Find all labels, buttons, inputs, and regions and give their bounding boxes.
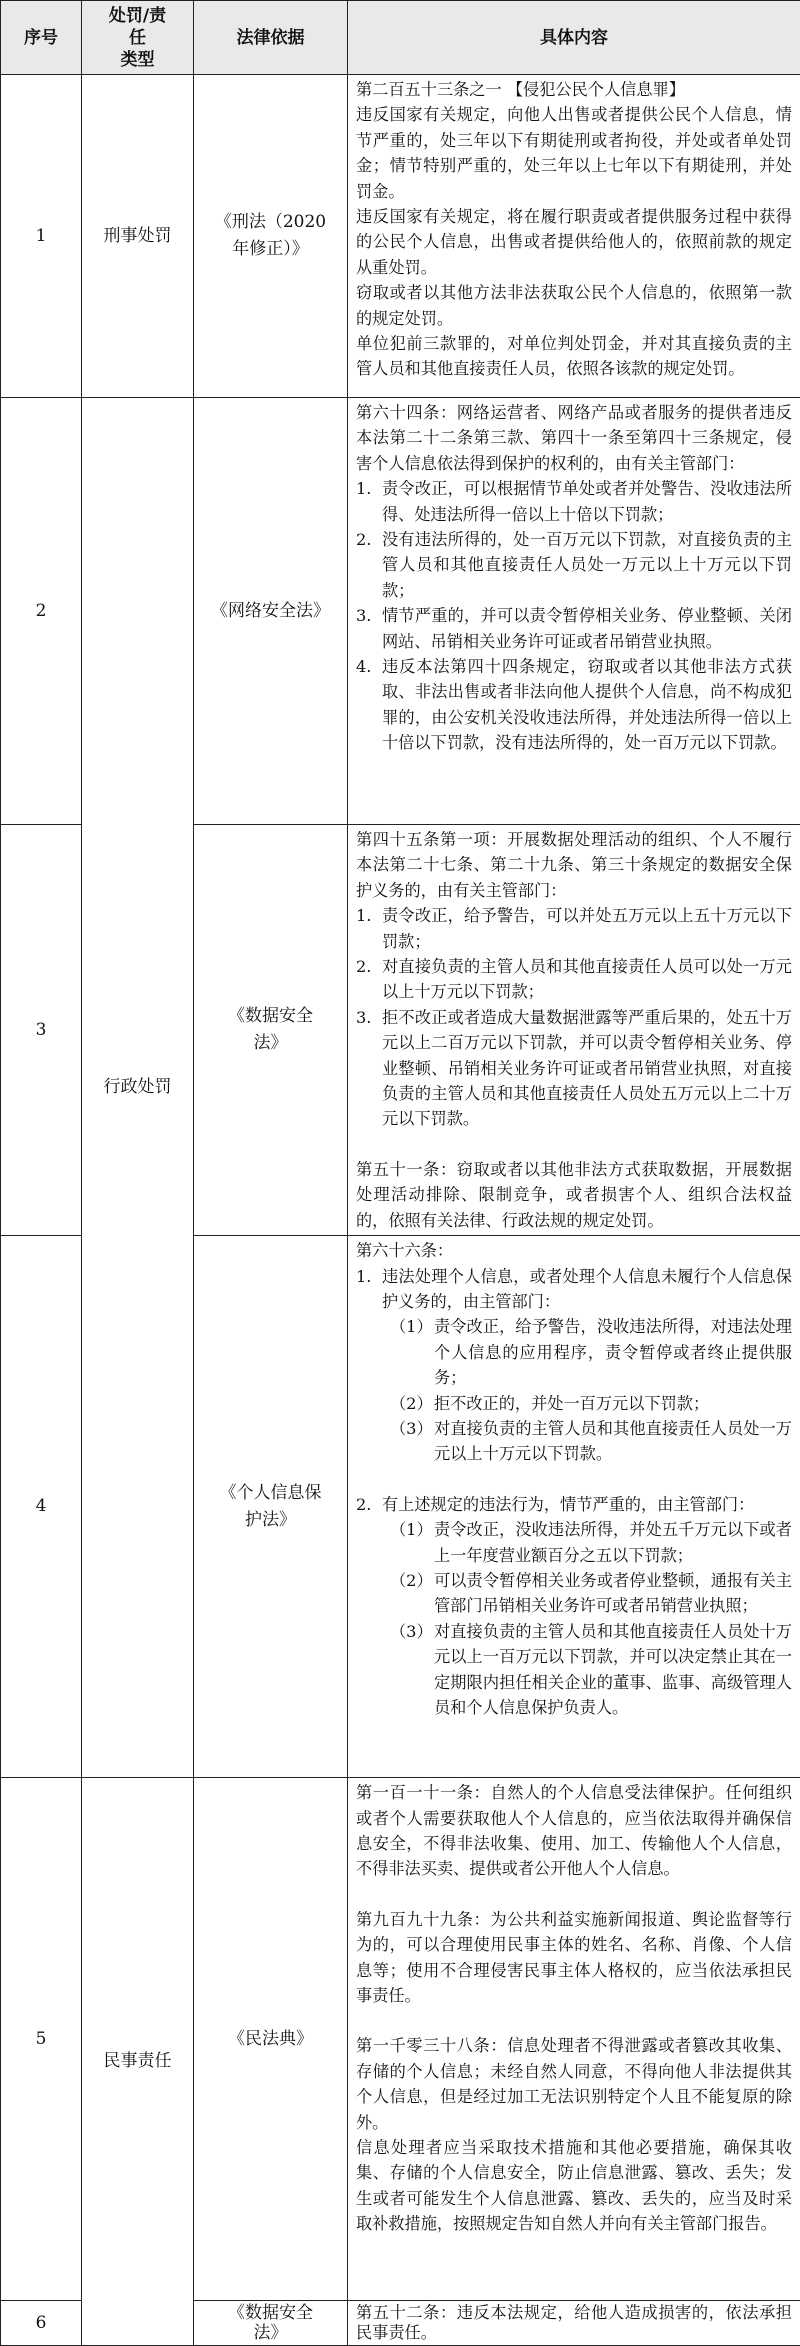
row-5-para-1: 第一百一十一条：自然人的个人信息受法律保护。任何组织或者个人需要获取他人个人信息的，应当依法取得并确保信息安全，不得非法收集、使用、加工、传输他人个人信息，不得非法买卖、提供或者公开他人个人信息。	[356, 1780, 792, 1882]
row-3-law-line-2: 法》	[204, 1030, 337, 1057]
row-5-no: 5	[1, 1778, 82, 2301]
row-4-law-line-2: 护法》	[204, 1507, 337, 1534]
header-type	[82, 1, 194, 75]
row-2-item-4: 4. 违反本法第四十四条规定，窃取或者以其他非法方式获取、非法出售或者非法向他人提供个人信息，尚不构成犯罪的，由公安机关没收违法所得，并处违法所得一倍以上十倍以下罚款，没有违法所得的，处一百万元以下罚款。	[356, 654, 792, 756]
row-2-no: 2	[1, 398, 82, 825]
row-5-6-type: 民事责任	[82, 1778, 194, 2346]
row-1-type: 刑事处罚	[82, 75, 194, 398]
row-3-item-1: 1. 责令改正，给予警告，可以并处五万元以上五十万元以下罚款；	[356, 903, 792, 954]
header-type-line-1: 处罚/责	[82, 5, 193, 27]
row-6-law-line-1: 《数据安全	[204, 2303, 337, 2323]
row-4-item-2: 2. 有上述规定的违法行为，情节严重的，由主管部门：	[356, 1492, 792, 1517]
row-1-para-2: 违反国家有关规定，向他人出售或者提供公民个人信息，情节严重的，处三年以下有期徒刑或者拘役，并处或者单处罚金；情节特别严重的，处三年以上七年以下有期徒刑，并处罚金。	[356, 102, 792, 204]
row-2-law: 《网络安全法》	[194, 398, 348, 825]
header-type-line-3: 类型	[82, 49, 193, 71]
row-4-law-line-1: 《个人信息保	[204, 1480, 337, 1507]
row-4-sub-1-3: （3） 对直接负责的主管人员和其他直接责任人员处一万元以上十万元以下罚款。	[356, 1416, 792, 1467]
row-4-intro: 第六十六条：	[356, 1238, 792, 1263]
row-4-sub-2-3: （3） 对直接负责的主管人员和其他直接责任人员处十万元以上一百万元以下罚款，并可以决定禁止其在一定期限内担任相关企业的董事、监事、高级管理人员和个人信息保护负责人。	[356, 1619, 792, 1721]
table-row	[1, 398, 800, 825]
row-6-no: 6	[1, 2301, 82, 2346]
row-4-sub-2-2: （2） 可以责令暂停相关业务或者停业整顿，通报有关主管部门吊销相关业务许可或者吊销营业执照；	[356, 1568, 792, 1619]
row-1-law-line-1: 《刑法（2020	[204, 209, 337, 236]
table-row	[1, 75, 800, 398]
row-1-para-5: 单位犯前三款罪的，对单位判处罚金，并对其直接负责的主管人员和其他直接责任人员，依照各该款的规定处罚。	[356, 331, 792, 382]
row-6-content	[348, 2301, 800, 2346]
row-4-sub-1-2: （2） 拒不改正的，并处一百万元以下罚款；	[356, 1391, 792, 1416]
row-2-intro: 第六十四条：网络运营者、网络产品或者服务的提供者违反本法第二十二条第三款、第四十一条至第四十三条规定，侵害个人信息依法得到保护的权利的，由有关主管部门：	[356, 400, 792, 476]
table-row	[1, 1778, 800, 2301]
row-5-content	[348, 1778, 800, 2301]
row-5-law: 《民法典》	[194, 1778, 348, 2301]
row-3-law-line-1: 《数据安全	[204, 1003, 337, 1030]
row-2-item-3: 3. 情节严重的，并可以责令暂停相关业务、停业整顿、关闭网站、吊销相关业务许可证或者吊销营业执照。	[356, 603, 792, 654]
row-3-intro: 第四十五条第一项：开展数据处理活动的组织、个人不履行本法第二十七条、第二十九条、第三十条规定的数据安全保护义务的，由有关主管部门：	[356, 827, 792, 903]
row-3-no: 3	[1, 825, 82, 1236]
row-3-content	[348, 825, 800, 1236]
row-1-para-3: 违反国家有关规定，将在履行职责或者提供服务过程中获得的公民个人信息，出售或者提供给他人的，依照前款的规定从重处罚。	[356, 204, 792, 280]
header-content: 具体内容	[348, 1, 800, 75]
row-5-para-2: 第九百九十九条：为公共利益实施新闻报道、舆论监督等行为的，可以合理使用民事主体的姓名、名称、肖像、个人信息等；使用不合理侵害民事主体人格权的，应当依法承担民事责任。	[356, 1907, 792, 2009]
row-3-item-3: 3. 拒不改正或者造成大量数据泄露等严重后果的，处五十万元以上二百万元以下罚款，并可以责令暂停相关业务、停业整顿、吊销相关业务许可证或者吊销营业执照，对直接负责的主管人员和其他直接责任人员处五万元以上二十万元以下罚款。	[356, 1005, 792, 1132]
row-5-para-3: 第一千零三十八条：信息处理者不得泄露或者篡改其收集、存储的个人信息；未经自然人同意，不得向他人非法提供其个人信息，但是经过加工无法识别特定个人且不能复原的除外。	[356, 2033, 792, 2135]
row-6-law	[194, 2301, 348, 2346]
row-5-para-4: 信息处理者应当采取技术措施和其他必要措施，确保其收集、存储的个人信息安全，防止信息泄露、篡改、丢失；发生或者可能发生个人信息泄露、篡改、丢失的，应当及时采取补救措施，按照规定告知自然人并向有关主管部门报告。	[356, 2135, 792, 2237]
row-6-para-1: 第五十二条：违反本法规定，给他人造成损害的，依法承担民事责任。	[356, 2303, 792, 2343]
row-1-para-4: 窃取或者以其他方法非法获取公民个人信息的，依照第一款的规定处罚。	[356, 280, 792, 331]
row-2-item-1: 1. 责令改正，可以根据情节单处或者并处警告、没收违法所得、处违法所得一倍以上十倍以下罚款；	[356, 476, 792, 527]
row-1-para-1: 第二百五十三条之一 【侵犯公民个人信息罪】	[356, 77, 792, 102]
row-3-item-2: 2. 对直接负责的主管人员和其他直接责任人员可以处一万元以上十万元以下罚款；	[356, 954, 792, 1005]
row-4-sub-1-1: （1） 责令改正，给予警告，没收违法所得，对违法处理个人信息的应用程序，责令暂停或者终止提供服务；	[356, 1314, 792, 1390]
header-law: 法律依据	[194, 1, 348, 75]
row-2-item-2: 2. 没有违法所得的，处一百万元以下罚款，对直接负责的主管人员和其他直接责任人员处一万元以上十万元以下罚款；	[356, 527, 792, 603]
row-4-law	[194, 1236, 348, 1778]
row-4-item-1: 1. 违法处理个人信息，或者处理个人信息未履行个人信息保护义务的，由主管部门：	[356, 1264, 792, 1315]
row-1-law	[194, 75, 348, 398]
row-2-4-type: 行政处罚	[82, 398, 194, 1778]
row-1-content	[348, 75, 800, 398]
header-no: 序号	[1, 1, 82, 75]
row-4-no: 4	[1, 1236, 82, 1778]
row-2-content	[348, 398, 800, 825]
table-header-row	[1, 1, 800, 75]
row-6-law-line-2: 法》	[204, 2323, 337, 2343]
row-1-law-line-2: 年修正）》	[204, 236, 337, 263]
row-4-content	[348, 1236, 800, 1778]
row-3-law	[194, 825, 348, 1236]
row-4-sub-2-1: （1） 责令改正，没收违法所得，并处五千万元以下或者上一年度营业额百分之五以下罚款；	[356, 1517, 792, 1568]
row-1-no: 1	[1, 75, 82, 398]
header-type-line-2: 任	[82, 27, 193, 49]
row-3-tail: 第五十一条：窃取或者以其他非法方式获取数据，开展数据处理活动排除、限制竞争，或者损害个人、组织合法权益的，依照有关法律、行政法规的规定处罚。	[356, 1157, 792, 1233]
